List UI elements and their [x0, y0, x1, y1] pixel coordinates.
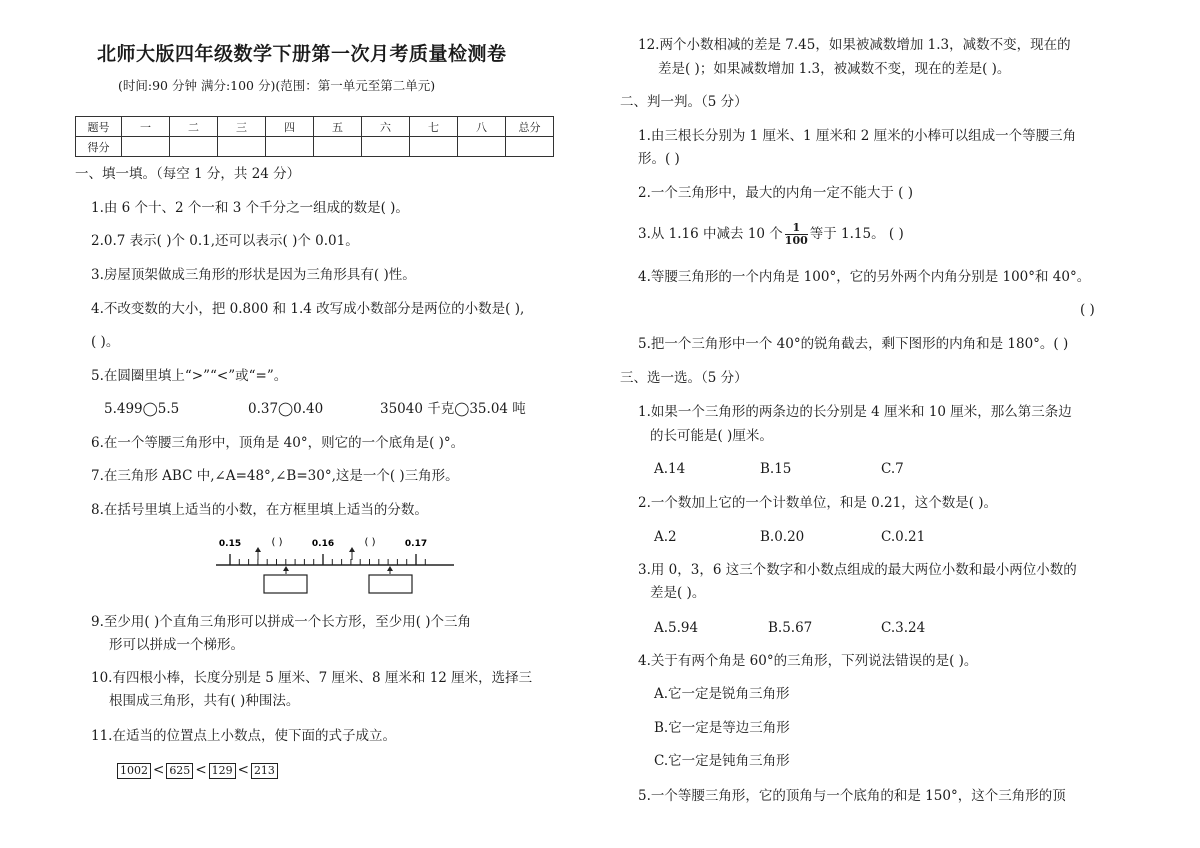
- section-heading-choose: 三、选一选。（5 分）: [620, 370, 748, 386]
- question-10: 10.有四根小棒，长度分别是 5 厘米、7 厘米、8 厘米和 12 厘米，选择三: [91, 670, 533, 686]
- question-12: 12.两个小数相减的差是 7.45，如果被减数增加 1.3，减数不变，现在的: [638, 37, 1071, 53]
- up-arrow-icon: [255, 547, 261, 552]
- score-header-cell: 二: [170, 117, 218, 137]
- judge-4-answer: ( ): [1080, 302, 1095, 318]
- option: B.15: [760, 461, 792, 477]
- score-cell: [314, 137, 362, 157]
- number-line-figure: [210, 532, 460, 598]
- option: C.3.24: [881, 620, 926, 636]
- question-5: 5.在圆圈里填上“>”“<”或“=”。: [91, 368, 288, 384]
- choice-1: 1.如果一个三角形的两条边的长分别是 4 厘米和 10 厘米，那么第三条边: [638, 404, 1072, 420]
- judge-3: [638, 222, 904, 247]
- choice-4: 4.关于有两个角是 60°的三角形，下列说法错误的是( )。: [638, 653, 978, 669]
- score-row-label: 得分: [76, 137, 122, 157]
- compare-item: 5.499◯5.5: [104, 401, 180, 417]
- score-header-cell: 一: [122, 117, 170, 137]
- score-header-cell: 题号: [76, 117, 122, 137]
- option: B.它一定是等边三角形: [654, 720, 790, 736]
- question-9-continued: 形可以拼成一个梯形。: [109, 637, 244, 653]
- section-heading-judge: 二、判一判。（5 分）: [620, 94, 748, 110]
- score-header-cell: 八: [458, 117, 506, 137]
- judge-1: 1.由三根长分别为 1 厘米、1 厘米和 2 厘米的小棒可以组成一个等腰三角: [638, 128, 1077, 144]
- score-cell: [362, 137, 410, 157]
- compare-item: 0.37◯0.40: [248, 401, 324, 417]
- number-line-label: 0.17: [404, 539, 428, 549]
- fraction-answer-box: [264, 575, 307, 593]
- score-cell: [218, 137, 266, 157]
- right-column: [612, 0, 1200, 848]
- judge-2: 2.一个三角形中，最大的内角一定不能大于 ( ): [638, 185, 913, 201]
- exam-info: (时间:90 分钟 满分:100 分)(范围：第一单元至第二单元): [118, 78, 436, 93]
- question-9: 9.至少用( )个直角三角形可以拼成一个长方形，至少用( )个三角: [91, 614, 472, 630]
- score-cell: [458, 137, 506, 157]
- fraction-denominator: 100: [784, 234, 808, 247]
- fraction-numerator: 1: [785, 222, 808, 235]
- choice-1-continued: 的长可能是( )厘米。: [650, 428, 773, 444]
- score-header-cell: 四: [266, 117, 314, 137]
- number-line-label: 0.15: [218, 539, 242, 549]
- less-than-sign: <: [237, 762, 249, 778]
- score-table-header-row: [76, 117, 554, 137]
- question-4: 4.不改变数的大小，把 0.800 和 1.4 改写成小数部分是两位的小数是( ),: [91, 301, 525, 317]
- judge-1-continued: 形。( ): [638, 151, 680, 167]
- judge-3-text-before: 3.从 1.16 中减去 10 个: [638, 226, 783, 242]
- score-cell: [170, 137, 218, 157]
- option: A.2: [654, 529, 677, 545]
- up-arrow-icon: [283, 566, 289, 571]
- number-box: 129: [209, 763, 236, 779]
- question-10-continued: 根围成三角形，共有( )种围法。: [109, 693, 300, 709]
- compare-item: 35040 千克◯35.04 吨: [380, 401, 526, 417]
- page-title: 北师大版四年级数学下册第一次月考质量检测卷: [97, 43, 507, 65]
- option: A.14: [654, 461, 686, 477]
- question-7: 7.在三角形 ABC 中,∠A=48°,∠B=30°,这是一个( )三角形。: [91, 468, 459, 484]
- choice-3-continued: 差是( )。: [650, 585, 706, 601]
- option: C.7: [881, 461, 904, 477]
- number-line-blank: ( ): [364, 537, 376, 548]
- score-cell: [410, 137, 458, 157]
- score-table: [75, 116, 554, 157]
- score-header-cell: 总分: [506, 117, 554, 137]
- fraction: [785, 222, 808, 247]
- question-8: 8.在括号里填上适当的小数，在方框里填上适当的分数。: [91, 502, 428, 518]
- up-arrow-icon: [349, 547, 355, 552]
- choice-5: 5.一个等腰三角形，它的顶角与一个底角的和是 150°，这个三角形的顶: [638, 788, 1066, 804]
- option: B.5.67: [768, 620, 813, 636]
- choice-2: 2.一个数加上它的一个计数单位，和是 0.21，这个数是( )。: [638, 495, 998, 511]
- judge-3-text-after: 等于 1.15。 ( ): [809, 226, 904, 242]
- choice-3: 3.用 0，3，6 这三个数字和小数点组成的最大两位小数和最小两位小数的: [638, 562, 1077, 578]
- number-box: 213: [251, 763, 278, 779]
- score-table-score-row: [76, 137, 554, 157]
- score-header-cell: 五: [314, 117, 362, 137]
- judge-4: 4.等腰三角形的一个内角是 100°，它的另外两个内角分别是 100°和 40°。: [638, 269, 1091, 285]
- score-header-cell: 七: [410, 117, 458, 137]
- number-line-label: 0.16: [311, 539, 335, 549]
- less-than-sign: <: [153, 762, 165, 778]
- number-line-blank: ( ): [271, 537, 283, 548]
- score-cell: [506, 137, 554, 157]
- option: C.0.21: [881, 529, 926, 545]
- option: A.它一定是锐角三角形: [654, 686, 790, 702]
- question-12-continued: 差是( )；如果减数增加 1.3，被减数不变，现在的差是( )。: [658, 61, 1011, 77]
- question-4-continued: ( )。: [91, 334, 120, 350]
- up-arrow-icon: [387, 566, 393, 571]
- score-header-cell: 三: [218, 117, 266, 137]
- option: A.5.94: [654, 620, 699, 636]
- question-3: 3.房屋顶架做成三角形的形状是因为三角形具有( )性。: [91, 267, 416, 283]
- fraction-answer-box: [369, 575, 412, 593]
- question-6: 6.在一个等腰三角形中，顶角是 40°，则它的一个底角是( )°。: [91, 435, 465, 451]
- question-2: 2.0.7 表示( )个 0.1,还可以表示( )个 0.01。: [91, 233, 359, 249]
- less-than-sign: <: [195, 762, 207, 778]
- judge-5: 5.把一个三角形中一个 40°的锐角截去，剩下图形的内角和是 180°。( ): [638, 336, 1069, 352]
- number-box: 1002: [117, 763, 151, 779]
- option: B.0.20: [760, 529, 805, 545]
- number-box: 625: [166, 763, 193, 779]
- score-header-cell: 六: [362, 117, 410, 137]
- question-11: 11.在适当的位置点上小数点，使下面的式子成立。: [91, 728, 396, 744]
- option: C.它一定是钝角三角形: [654, 753, 790, 769]
- section-heading-fill: 一、填一填。（每空 1 分，共 24 分）: [75, 166, 301, 182]
- question-1: 1.由 6 个十、2 个一和 3 个千分之一组成的数是( )。: [91, 200, 409, 216]
- score-cell: [266, 137, 314, 157]
- score-cell: [122, 137, 170, 157]
- inequality-expression: [117, 760, 278, 780]
